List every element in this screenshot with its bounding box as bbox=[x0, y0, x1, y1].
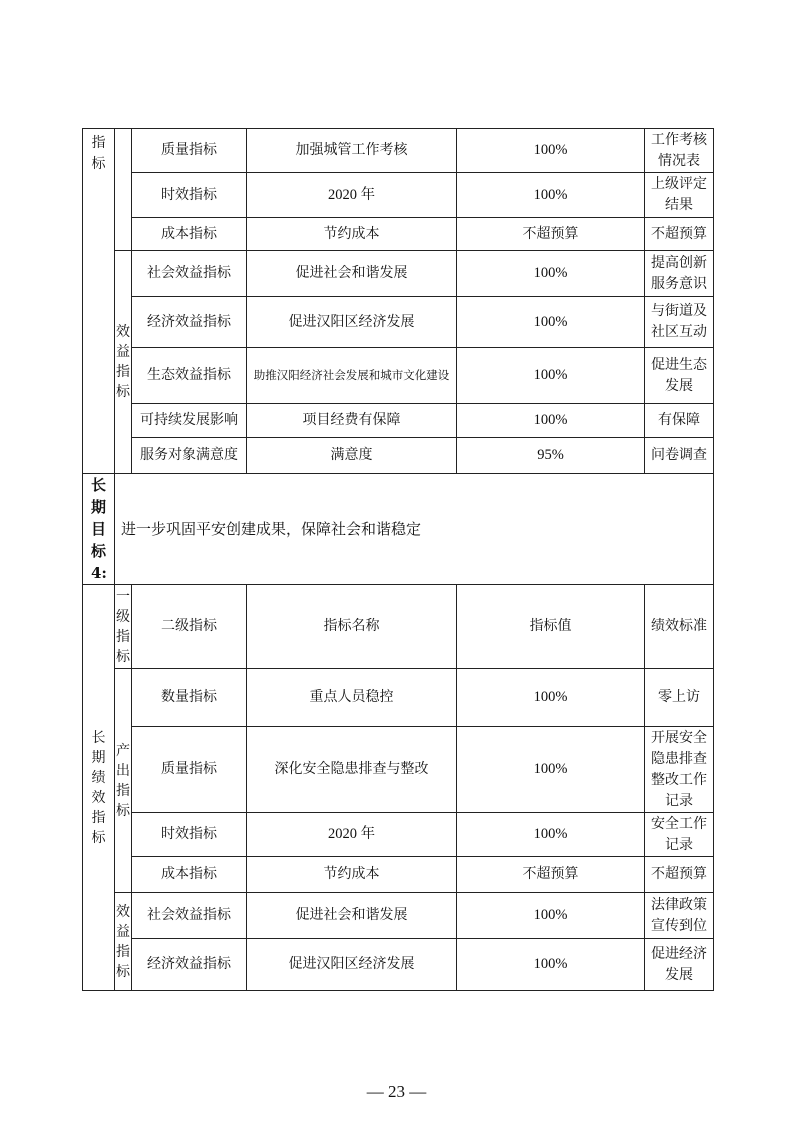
benefit-indicator-label: 效益指标 bbox=[115, 251, 132, 474]
standard-cell: 促进生态发展 bbox=[645, 348, 714, 404]
standard-cell: 提高创新服务意识 bbox=[645, 251, 714, 297]
indicator-value-cell: 100% bbox=[457, 669, 645, 727]
indicator-value-cell: 95% bbox=[457, 438, 645, 474]
indicator-name-cell: 促进汉阳区经济发展 bbox=[247, 297, 457, 348]
long-term-indicator-label: 长期绩效指标 bbox=[83, 585, 115, 991]
standard-cell: 有保障 bbox=[645, 404, 714, 438]
long-term-goal-row bbox=[83, 474, 714, 585]
indicator-name-cell: 促进汉阳区经济发展 bbox=[247, 939, 457, 991]
indicator-value-cell: 100% bbox=[457, 727, 645, 813]
indicator-name-cell: 节约成本 bbox=[247, 218, 457, 251]
header-level1: 一级指标 bbox=[115, 585, 132, 669]
indicator-value-cell: 100% bbox=[457, 348, 645, 404]
table-row bbox=[83, 857, 714, 893]
performance-indicator-table bbox=[82, 128, 714, 991]
indicator-value-cell: 100% bbox=[457, 251, 645, 297]
level2-cell: 生态效益指标 bbox=[132, 348, 247, 404]
table-row bbox=[83, 404, 714, 438]
indicator-name-cell: 2020 年 bbox=[247, 173, 457, 218]
level2-cell: 质量指标 bbox=[132, 129, 247, 173]
indicator-name-cell: 项目经费有保障 bbox=[247, 404, 457, 438]
long-term-goal-text: 进一步巩固平安创建成果，保障社会和谐稳定 bbox=[115, 474, 714, 585]
table-row bbox=[83, 251, 714, 297]
standard-cell: 不超预算 bbox=[645, 857, 714, 893]
indicator-value-cell: 100% bbox=[457, 813, 645, 857]
table-row bbox=[83, 173, 714, 218]
standard-cell: 问卷调查 bbox=[645, 438, 714, 474]
level2-cell: 服务对象满意度 bbox=[132, 438, 247, 474]
level2-cell: 时效指标 bbox=[132, 173, 247, 218]
table-row bbox=[83, 218, 714, 251]
indicator-category-cell: 指标 bbox=[83, 129, 115, 474]
table-row bbox=[83, 669, 714, 727]
header-value: 指标值 bbox=[457, 585, 645, 669]
standard-cell: 工作考核情况表 bbox=[645, 129, 714, 173]
table-row bbox=[83, 438, 714, 474]
indicator-name-cell: 促进社会和谐发展 bbox=[247, 251, 457, 297]
standard-cell: 开展安全隐患排查整改工作记录 bbox=[645, 727, 714, 813]
indicator-value-cell: 100% bbox=[457, 939, 645, 991]
indicator-value-cell: 100% bbox=[457, 404, 645, 438]
long-term-goal-label: 长期目标4: bbox=[83, 474, 115, 585]
table-row bbox=[83, 297, 714, 348]
standard-cell: 促进经济发展 bbox=[645, 939, 714, 991]
level2-cell: 社会效益指标 bbox=[132, 893, 247, 939]
level2-cell: 成本指标 bbox=[132, 218, 247, 251]
table-row bbox=[83, 893, 714, 939]
table-row bbox=[83, 727, 714, 813]
level2-cell: 时效指标 bbox=[132, 813, 247, 857]
standard-cell: 零上访 bbox=[645, 669, 714, 727]
level2-cell: 质量指标 bbox=[132, 727, 247, 813]
level2-cell: 经济效益指标 bbox=[132, 939, 247, 991]
level1-blank-cell bbox=[115, 129, 132, 251]
standard-cell: 不超预算 bbox=[645, 218, 714, 251]
indicator-value-cell: 100% bbox=[457, 129, 645, 173]
indicator-value-cell: 不超预算 bbox=[457, 857, 645, 893]
table-row bbox=[83, 939, 714, 991]
standard-cell: 上级评定结果 bbox=[645, 173, 714, 218]
level2-cell: 数量指标 bbox=[132, 669, 247, 727]
indicator-name-cell: 满意度 bbox=[247, 438, 457, 474]
indicator-value-cell: 100% bbox=[457, 297, 645, 348]
indicator-name-cell: 2020 年 bbox=[247, 813, 457, 857]
page-number: — 23 — bbox=[366, 1082, 427, 1101]
indicator-name-cell: 加强城管工作考核 bbox=[247, 129, 457, 173]
indicator-name-cell: 助推汉阳经济社会发展和城市文化建设 bbox=[247, 348, 457, 404]
header-standard: 绩效标准 bbox=[645, 585, 714, 669]
level2-cell: 经济效益指标 bbox=[132, 297, 247, 348]
table-row bbox=[83, 129, 714, 173]
benefit-indicator-label: 效益指标 bbox=[115, 893, 132, 991]
standard-cell: 法律政策宣传到位 bbox=[645, 893, 714, 939]
standard-cell: 与街道及社区互动 bbox=[645, 297, 714, 348]
indicator-name-cell: 促进社会和谐发展 bbox=[247, 893, 457, 939]
level2-cell: 成本指标 bbox=[132, 857, 247, 893]
header-level2: 二级指标 bbox=[132, 585, 247, 669]
output-indicator-label: 产出指标 bbox=[115, 669, 132, 893]
table-row bbox=[83, 348, 714, 404]
level2-cell: 社会效益指标 bbox=[132, 251, 247, 297]
indicator-value-cell: 不超预算 bbox=[457, 218, 645, 251]
table-row bbox=[83, 813, 714, 857]
indicator-value-cell: 100% bbox=[457, 893, 645, 939]
indicator-value-cell: 100% bbox=[457, 173, 645, 218]
header-name: 指标名称 bbox=[247, 585, 457, 669]
indicator-name-cell: 节约成本 bbox=[247, 857, 457, 893]
level2-cell: 可持续发展影响 bbox=[132, 404, 247, 438]
indicator-name-cell: 重点人员稳控 bbox=[247, 669, 457, 727]
indicator-name-cell: 深化安全隐患排查与整改 bbox=[247, 727, 457, 813]
table-header-row bbox=[83, 585, 714, 669]
standard-cell: 安全工作记录 bbox=[645, 813, 714, 857]
